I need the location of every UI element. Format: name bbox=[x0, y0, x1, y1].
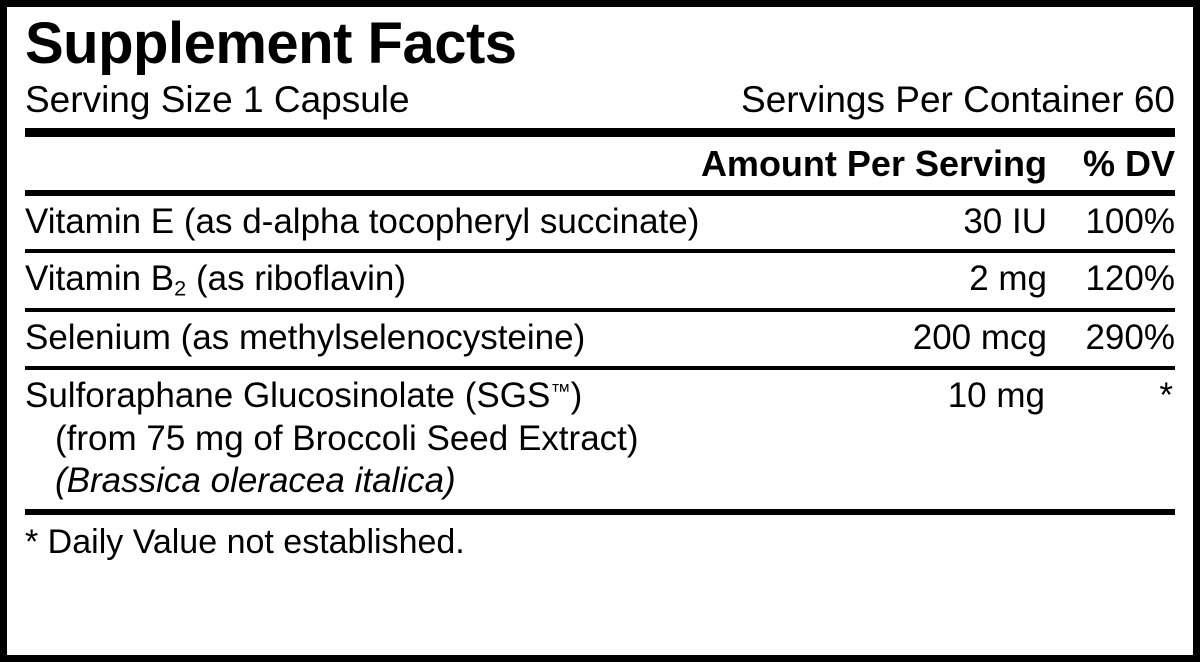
servings-per-container: Servings Per Container 60 bbox=[741, 79, 1175, 120]
divider-under-serving bbox=[25, 128, 1175, 137]
sgs-botanical-line: (Brassica oleracea italica) bbox=[55, 461, 456, 501]
nutrient-name: Vitamin E (as d-alpha tocopheryl succinate) bbox=[25, 201, 700, 241]
table-row bbox=[25, 312, 1175, 366]
page-title: Supplement Facts bbox=[25, 11, 517, 76]
nutrient-name-subscript: 2 bbox=[174, 275, 187, 301]
table-row bbox=[25, 370, 1175, 509]
nutrient-name bbox=[25, 375, 948, 503]
table-header-row bbox=[25, 137, 1175, 190]
trademark-symbol: ™ bbox=[550, 380, 571, 403]
table-row bbox=[25, 253, 1175, 308]
sgs-name-suffix: ) bbox=[570, 375, 583, 415]
nutrient-dv: 290% bbox=[1085, 318, 1175, 358]
sgs-name-main: Sulforaphane Glucosinolate (SGS bbox=[25, 375, 551, 415]
nutrient-name: Selenium (as methylselenocysteine) bbox=[25, 318, 586, 358]
nutrient-amount: 10 mg bbox=[947, 375, 1045, 415]
nutrient-name-main: Vitamin B bbox=[25, 259, 175, 299]
nutrient-amount: 30 IU bbox=[963, 201, 1047, 241]
footnote: * Daily Value not established. bbox=[25, 522, 465, 561]
column-header-amount: Amount Per Serving bbox=[700, 142, 1047, 184]
nutrient-amount: 200 mcg bbox=[912, 318, 1047, 358]
nutrient-dv: 100% bbox=[1085, 201, 1175, 241]
nutrient-amount: 2 mg bbox=[969, 259, 1047, 299]
nutrient-name-suffix: (as riboflavin) bbox=[186, 259, 407, 299]
column-header-dv: % DV bbox=[1082, 142, 1175, 184]
table-row bbox=[25, 196, 1175, 250]
serving-size: Serving Size 1 Capsule bbox=[25, 79, 410, 120]
sgs-source-line: (from 75 mg of Broccoli Seed Extract) bbox=[55, 418, 639, 458]
serving-info-row bbox=[25, 77, 1175, 128]
nutrient-dv: * bbox=[1159, 375, 1173, 415]
nutrient-name bbox=[25, 258, 969, 302]
nutrient-dv: 120% bbox=[1085, 259, 1175, 299]
